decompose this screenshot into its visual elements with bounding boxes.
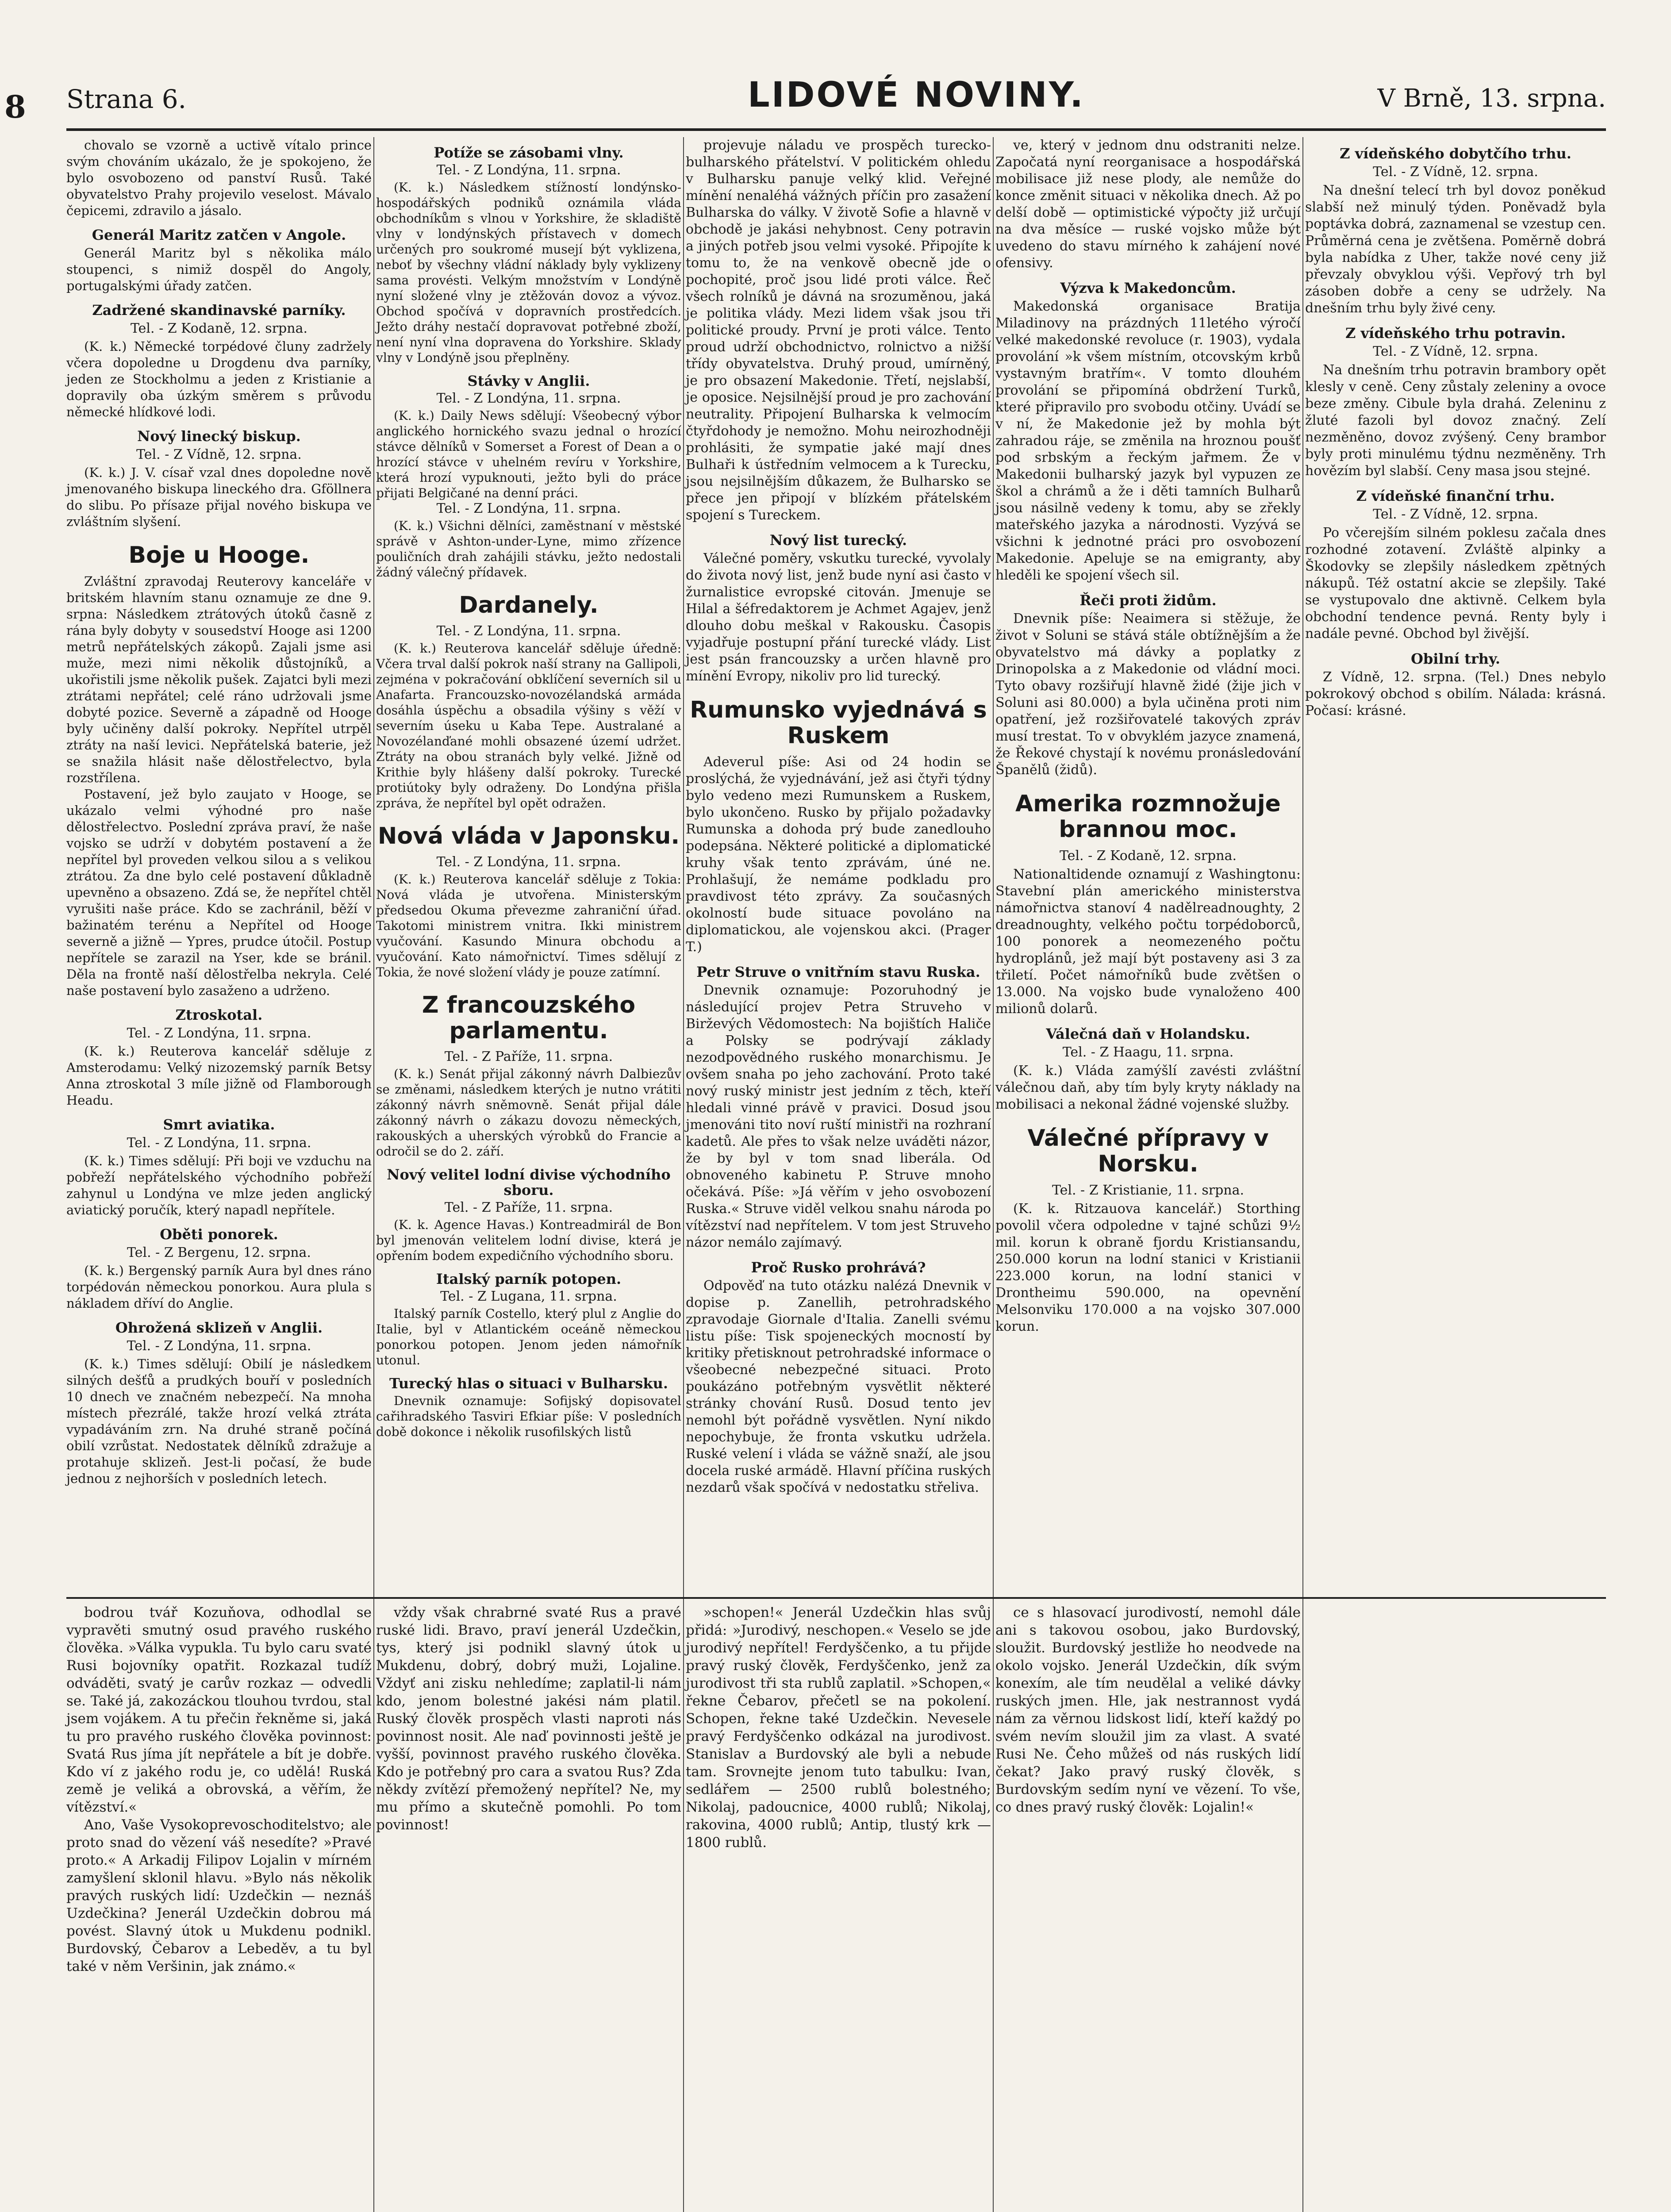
- article-paragraph: (K. k.) Senát přijal zákonný návrh Dalbiezův se změnami, následkem kterých je nutno vrátiti zákonný návrh sněmovně. Senát přijal dále zákonný návrh o zákazu dovozu německých, rakouských a uherských výrobků do Francie a odročil se do 2. září.: [376, 1067, 681, 1159]
- article-paragraph: Dnevnik oznamuje: Sofijský dopisovatel cařihradského Tasviri Efkiar píše: V posledních době dokonce i několik rusofilských listů: [376, 1394, 681, 1439]
- article-headline: Nový linecký biskup.: [137, 428, 301, 445]
- article-paragraph: (K. k.) Times sdělují: Obilí je následkem silných dešťů a prudkých bouří v posledních 10 dnech ve značném nebezpečí. Na mnoha místech přezrálé, takže hrozí velká ztráta vypadáváním zrn. Na druhé straně počíná obilí vzrůstat. Nedostatek dělníků zdražuje a protahuje sklizeň. Jest-li počasí, že bude jednou z nejhorších v posledních letech.: [66, 1356, 372, 1486]
- feuilleton-paragraph: ce s hlasovací jurodivostí, nemohl dále ani s takovou osobou, jako Burdovský, sloužit. Burdovský jestliže ho neodvede na okolo vojsko. Jenerál Uzdečkin, dík svým konexím, ale tím neudělal a veliké dávky ruských jmen. Hle, jak nestrannost vydá nám za věrnou lidskost lidí, kteří každý po svém nevím sloužil jim za vlast. A svaté Rusi Ne. Čeho můžeš od nás ruských lidí čekat? Jako pravý ruský člověk, s Burdovským sedím nyní ve vězení. To vše, co dnes pravý ruský člověk: Lojalin!«: [995, 1605, 1301, 1815]
- article-paragraph: Zvláštní zpravodaj Reuterovy kanceláře v britském hlavním stanu oznamuje ze dne 9. srpna: Následkem ztrátových útoků časně z rána byly dobyty v sousedství Hooge asi 1200 metrů nepřátelských zákopů. Zajali jsme asi muže, mezi nimi několik důstojníků, a ukořistili jsme několik pušek. Zajatci byli mezi ztrátami nepřátel; celé ráno udržovali jsme dobyté pozice. Severně a západně od Hooge byly učiněny další pokroky. Nepřítel utrpěl ztráty na naší levici. Nepřátelská baterie, jež se snažila hlásit naše dělostřelectvo, byla rozstřílena.: [66, 574, 372, 785]
- article-headline: Výzva k Makedoncům.: [1060, 280, 1236, 296]
- article-headline: Zadržené skandinavské parníky.: [92, 302, 346, 319]
- column-3: [686, 137, 991, 1496]
- newspaper-page: [4, 75, 1606, 2212]
- column-divider: [993, 137, 994, 2212]
- article-headline: Nový list turecký.: [769, 532, 907, 549]
- article-headline: Z vídeňského trhu potravin.: [1345, 325, 1566, 342]
- article-headline: Generál Maritz zatčen v Angole.: [92, 227, 346, 243]
- feuilleton-paragraph: Ano, Vaše Vysokoprevoschoditelstvo; ale proto snad do vězení váš nesedíte? »Pravé proto.« A Arkadij Filipov Lojalin v mírném zamyšlení sklonil hlavu. »Bylo nás několik pravých ruských lidí: Uzdečkin — neznáš Uzdečkina? Jenerál Uzdečkin dobrou má povést. Slavný útok u Mukdenu podnikl. Burdovský, Čebarov a Lebeděv, a tu byl také v něm Veršinin, jak známo.«: [66, 1817, 372, 1974]
- article-paragraph: (K. k.) Times sdělují: Při boji ve vzduchu na pobřeží nepřátelského východního pobřeží zahynul u Londýna ve mlze jeden anglický aviatický poručík, který napadl nepřítele.: [66, 1153, 372, 1217]
- article-paragraph: Nationaltidende oznamují z Washingtonu: Stavební plán amerického ministerstva námořnictva stanoví 4 nadělreadnoughty, 2 dreadnoughty, velkého počtu torpédoborců, 100 ponorek a neomezeného počtu hydroplánů, jež mají být postaveny asi 3 za třiletí. Počet námořníků bude zvětšen o 13.000. Na vojsko bude vynaloženo 400 milionů dolarů.: [995, 867, 1301, 1017]
- feuilleton-column-2: [376, 1604, 681, 1834]
- article-headline: Oběti ponorek.: [160, 1226, 278, 1243]
- article-main-headline: Z francouzského parlamentu.: [422, 992, 636, 1044]
- article-paragraph: Z Vídně, 12. srpna. (Tel.) Dnes nebylo pokrokový obchod s obilím. Nálada: krásná. Počasí: krásné.: [1305, 669, 1606, 718]
- article-paragraph: (K. k.) Reuterova kancelář sděluje úředně: Včera trval další pokrok naší strany na Gallipoli, zejména v pokračování obklíčení severních sil u Anafarta. Francouzsko-novozélandská armáda dosáhla úspěchu a obsadila výšiny s věží v severním úseku u Kaba Tepe. Australané a Novozélanďané mohli obsazené území udržet. Ztráty na obou stranách byly velké. Jižně od Krithie byly hlášeny další pokroky. Turecké protiútoky byly odraženy. Do Londýna přišla zpráva, že nepřítel byl opět odražen.: [376, 641, 681, 810]
- article-paragraph: (K. k.) Reuterova kancelář sděluje z Tokia: Nová vláda je utvořena. Ministerským předsedou Okuma převezme zahraniční úřad. Takotomi ministrem vnitra. Ikki ministrem vyučování. Kasundo Minura obchodu a vyučování. Kato námořnictví. Times sdělují z Tokia, že nové složení vlády je pouze zatímní.: [376, 872, 681, 979]
- article-paragraph: Odpověď na tuto otázku nalézá Dnevnik v dopise p. Zanellih, petrohradského zpravodaje Giornale d'Italia. Zanelli svému listu píše: Tisk spojeneckých mocností by kritiky přetisknout petrohradské informace o všeobecné nebezpečné situaci. Proto poukázáno potřebným vysvětlit některé stránky chování Rusů. Dosud tento jev nemohl být pořádně vysvětlen. Nyní nikdo nepochybuje, že fronta vskutku udržela. Ruské velení i vláda se vážně snaží, ale jsou docela ruské armádě. Hlavní příčina ruských nezdarů však spočívá v nedostatku střeliva.: [686, 1278, 991, 1495]
- article-paragraph: (K. k.) Reuterova kancelář sděluje z Amsterodamu: Velký nizozemský parník Betsy Anna ztroskotal 3 míle jižně od Flamborough Headu.: [66, 1044, 372, 1108]
- masthead-rule: [66, 128, 1606, 131]
- article-headline: Ztroskotal.: [175, 1006, 263, 1023]
- article-dateline: Tel. - Z Londýna, 11. srpna.: [436, 391, 621, 406]
- feuilleton-column-3: [686, 1604, 991, 1851]
- article-headline: Válečná daň v Holandsku.: [1046, 1025, 1250, 1042]
- article-paragraph: Po včerejším silném poklesu začala dnes rozhodné zotavení. Zvláště alpinky a Škodovky se zlepšily následkem zpětných nákupů. Též ostatní akcie se zlepšily. Také se vystupovalo dne aktivně. Celkem byla obchodní tendence pevná. Renty byly i nadále pevné. Obchod byl živější.: [1305, 525, 1606, 641]
- article-paragraph: (K. k.) Německé torpédové čluny zadržely včera dopoledne u Drogdenu dva parníky, jeden ze Stockholmu a jeden z Kristianie a dopravily oba úzkým směrem s průvodu německé hlídkové lodi.: [66, 339, 372, 419]
- article-dateline: Tel. - Z Londýna, 11. srpna.: [436, 162, 621, 178]
- article-main-headline: Dardanely.: [459, 592, 599, 618]
- article-dateline: Tel. - Z Kodaně, 12. srpna.: [1060, 848, 1237, 864]
- article-dateline: Tel. - Z Londýna, 11. srpna.: [127, 1338, 311, 1354]
- article-paragraph: (K. k. Agence Havas.) Kontreadmirál de Bon byl jmenován velitelem lodní divise, která je opřením bodem expedičního východního sboru.: [376, 1217, 681, 1263]
- article-paragraph: (K. k.) Vláda zamýšlí zavésti zvláštní válečnou daň, aby tím byly kryty náklady na mobilisaci a nekonal žádné vojenské služby.: [995, 1063, 1301, 1112]
- article-main-headline: Nová vláda v Japonsku.: [377, 823, 680, 849]
- page-label: Strana 6.: [66, 84, 187, 114]
- article-paragraph: Postavení, jež bylo zaujato v Hooge, se ukázalo velmi výhodné pro naše dělostřelectvo. Poslední zpráva praví, že naše vojsko se udrží v dobytém postavení a že nepřítel byl proveden velkou silou a s velikou ztrátou. Za dne bylo celé postavení důkladně upevněno a obsazeno. Zdá se, že nepřítel chtěl vyrušiti naše práce. Kdo se zachránil, běží v bažinatém terénu a Nepřítel od Hooge severně a jižně — Ypres, prudce útočil. Postup nepřítele se zarazil na Yser, kde se bránil. Děla na frontě naší dělostřelba nekryla. Celé naše postavení bylo zasaženo a udrženo.: [66, 787, 372, 998]
- article-headline: Nový velitel lodní divise východního sboru.: [387, 1166, 671, 1198]
- column-divider: [683, 137, 684, 2212]
- article-dateline: Tel. - Z Vídně, 12. srpna.: [136, 447, 302, 462]
- article-paragraph: chovalo se vzorně a uctivě vítalo prince svým chováním ukázalo, že je spokojeno, že bylo osvobozeno od panství Rusů. Také obyvatelstvo Prahy projevilo veselost. Mávalo čepicemi, zdravilo a jásalo.: [66, 138, 372, 218]
- article-headline: Turecký hlas o situaci v Bulharsku.: [389, 1375, 668, 1392]
- article-paragraph: Dnevnik oznamuje: Pozoruhodný je následující projev Petra Struveho v Birževých Vědomostech: Na bojištích Haliče a Polsky se podrývají základy nezodpovědného ruského monarchismu. Je ovšem snaha po jeho zachování. Proto také nový ruský ministr jest jedním z těch, kteří hledali vinné právě v pravici. Dosud jsou jmenováni tito noví ruští ministři na rozhraní kadetů. Ale přes to však nelze uváděti názor, že by byl v tom snad liberála. Od obnoveného kabinetu P. Struve mnoho očekává. Píše: »Já věřím v jeho osvobození Ruska.« Struve viděl velkou snahu národa po vítězství nad nepřítelem. V tom jest Struveho názor nemálo zajímavý.: [686, 983, 991, 1250]
- article-paragraph: Italský parník Costello, který plul z Anglie do Italie, byl v Atlantickém oceáně německou ponorkou potopen. Jenom jeden námořník utonul.: [376, 1306, 681, 1367]
- masthead: [4, 75, 1606, 128]
- article-paragraph: Dnevnik píše: Neaimera si stěžuje, že život v Soluni se stává stále obtížnějším a že obyvatelstvo má dávky a poplatky z Drinopolska a z Makedonie od vládní moci. Tyto obavy rozšiřují hlavně židé (žije jich v Soluni asi 80.000) a byla učiněna proti nim opatření, jež rozšiřovatelé takových zpráv musí trestat. To v obvyklém jazyce znamená, že Řekové chystají k novému pronásledování Španělů (židů).: [995, 611, 1301, 778]
- article-paragraph: Adeverul píše: Asi od 24 hodin se proslýchá, že vyjednávání, jež asi čtyři týdny bylo vedeno mezi Rumunskem a Ruskem, bylo ukončeno. Rusko by přijalo požadavky Rumunska a dohoda prý bude zanedlouho podepsána. Některé politické a diplomatické kruhy však tento zprávám, úné ne. Prohlašují, že nemáme podkladu pro pravdivost této zprávy. Za současných okolností bude situace povoláno na diplomatickou, ale vojenskou akci. (Prager T.): [686, 754, 991, 955]
- column-4: [995, 137, 1301, 1335]
- article-dateline: Tel. - Z Londýna, 11. srpna.: [436, 854, 621, 870]
- article-dateline: Tel. - Z Londýna, 11. srpna.: [436, 623, 621, 639]
- margin-number: 8: [4, 88, 26, 125]
- article-paragraph: Makedonská organisace Bratija Miladinovy na prázdných 11letého výročí velké makedonské revoluce (r. 1903), vydala provolání »k všem místním, otcovským krbů vystavným bratřím«. V tomto dlouhém provolání se připomíná obdržení Turků, které připravilo pro svobodu otčiny. Uvádí se v ní, že Makedonie jež by mohla být zahradou ráje, se změnila na hroznou poušť pod srbským a řeckým jařmem. Že v Makedonii bulharský jazyk byl vypuzen ze škol a chrámů a že i děti tamních Bulharů jsou násilně vedeny k tomu, aby se zřekly mateřského jazyka a národnosti. Vyzývá se všichni k jednotné práci pro osvobození Makedonie. Apeluje se na emigranty, aby hleděli ke spojení všech sil.: [995, 299, 1301, 583]
- newspaper-title: LIDOVÉ NOVINY.: [748, 75, 1085, 115]
- article-paragraph: Generál Maritz byl s několika málo stoupenci, s nimiž dospěl do Angoly, portugalskými úřady zatčen.: [66, 246, 372, 293]
- column-5: [1305, 137, 1606, 719]
- feuilleton-column-4: [995, 1604, 1301, 1816]
- feuilleton-paragraph: »schopen!« Jenerál Uzdečkin hlas svůj přidá: »Jurodivý, neschopen.« Veselo se jde jurodivý nepřítel! Ferdyščenko, a tu přijde pravý ruský člověk, Ferdyščenko, jenž za jurodivost tři sta rublů zaplatil. »Schopen,« řekne Čebarov, přečetl se na pokolení. Schopen, řekne také Uzdečkin. Nevesele pravý Ferdyščenko odkázal na jurodivost. Stanislav a Burdovský ale byli a nebude tam. Srovnejte jenom tuto tabulku: Ivan, sedlářem — 2500 rublů bolestného; Nikolaj, padoucnice, 4000 rublů; Nikolaj, rakovina, 4000 rublů; Antip, tlustý krk — 1800 rublů.: [686, 1605, 991, 1851]
- article-main-headline: Rumunsko vyjednává s Ruskem: [690, 697, 987, 749]
- feuilleton-paragraph: bodrou tvář Kozuňova, odhodlal se vypravěti smutný osud pravého ruského člověka. »Válka vypukla. Tu bylo caru svaté Rusi bojovníky opatřit. Rozkazal tudíž odváděti, svatý je carův rozkaz — odvedli se. Také já, zakozáckou tlouhou tvrdou, stal jsem vojákem. A tu přečin řekněme si, jaká tu pro pravého ruského člověka povinnost: Svatá Rus jíma jít nepřátele a bít je dobře. Kdo ví z jakého rodu je, co udělá! Ruská země je veliká a obrovská, a věřím, že vítězství.«: [66, 1605, 372, 1815]
- article-paragraph: Na dnešním trhu potravin brambory opět klesly v ceně. Ceny zůstaly zeleniny a ovoce beze změny. Cibule byla drahá. Zeleninu z žluté fazoli byl dovoz značný. Zelí nezměněno, dovoz zvýšený. Ceny brambor byly proti minulému týdnu nezměněny. Trh hovězím byl slabší. Ceny masa jsou stejné.: [1305, 362, 1606, 479]
- feuilleton-column-1: [66, 1604, 372, 1975]
- article-dateline: Tel. - Z Kodaně, 12. srpna.: [131, 321, 307, 336]
- article-paragraph: projevuje náladu ve prospěch turecko-bulharského přátelství. V politickém ohledu v Bulharsku panuje velký klid. Veřejné mínění nenaléhá vážných příčin pro zasažení Bulharska do války. V životě Sofie a hlavně v obchodě je jakási nehybnost. Ceny potravin a jiných potřeb jsou velmi vysoké. Připojíte k tomu to, že na venkově obecně jde o pochopité, proč jsou lidé proti válce. Řeč všech rolníků je dávná na srozuměnou, jaká je politika vlády. Mezi lidem však jsou tři politické proudy. První je proti válce. Tento proud udrží obchodnictvo, rolnictvo a nižší třídy obyvatelstva. Druhý proud, umírněný, je pro obsazení Makedonie. Třetí, nejslabší, je oposice. Nejsilnější proud je pro zachování neutrality. Připojení Bulharska k velmocím čtyřdohody je nemožno. Mohu neirozhodněji prohlásiti, že sympatie jaké mají dnes Bulhaři k ústředním velmocem a k Turecku, jsou nejsilnějším důkazem, že Bulharsko se přece jen připojí v blízkém přátelském spojení s Tureckem.: [686, 138, 991, 523]
- article-paragraph: (K. k.) Následkem stížností londýnsko-hospodářských podniků oznámila vláda obchodníkům s vlnou v Yorkshire, že skladiště vlny v londýnských přístavech v domech určených pro soukromé musejí být vyklizena, neboť by všechny vládní náklady byly vyklizeny sama provésti. Velkým množstvím v Londýně nyní složené vlny je ztěžován dovoz a vývoz. Obchod spočívá v dopravních prostředcích. Ježto dráhy nestačí dopravovat potřebné zboží, není nyní vlna dopravena do Yorkshire. Sklady vlny v Londýně jsou přeplněny.: [376, 180, 681, 365]
- article-headline: Obilní trhy.: [1410, 650, 1501, 667]
- article-headline: Potíže se zásobami vlny.: [434, 144, 624, 161]
- article-paragraph: (K. k.) J. V. císař vzal dnes dopoledne nově jmenovaného biskupa lineckého dra. Gföllnera do slibu. Po přísaze přijal nového biskupa ve zvláštním slyšení.: [66, 465, 372, 529]
- article-dateline: Tel. - Z Vídně, 12. srpna.: [1373, 344, 1538, 359]
- article-dateline: Tel. - Z Londýna, 11. srpna.: [127, 1135, 311, 1151]
- article-dateline: Tel. - Z Haagu, 11. srpna.: [1062, 1045, 1234, 1060]
- article-headline: Ohrožená sklizeň v Anglii.: [115, 1319, 323, 1336]
- column-divider: [373, 137, 374, 2212]
- article-headline: Stávky v Anglii.: [467, 373, 590, 389]
- article-paragraph: Na dnešní telecí trh byl dovoz poněkud slabší než minulý týden. Poněvadž byla poptávka dobrá, zaznamenal se vzestup cen. Průměrná cena je zvětšena. Poměrně dobrá byla nabídka z Uher, takže nové ceny již převzaly obvyklou výši. Vepřový trh byl zásoben dobře a ceny se udržely. Na dnešním trhu byly živé ceny.: [1305, 183, 1606, 316]
- article-paragraph: Válečné poměry, vskutku turecké, vyvolaly do života nový list, jenž bude nyní asi často v žurnalistice evropské citován. Jmenuje se Hilal a šéfredaktorem je Achmet Agajev, jenž dlouho dobu meškal v Rakousku. Časopis vyjadřuje postupní přání turecké vlády. List jest psán francouzsky a určen hlavně pro mínění Evropy, nikoliv pro lid turecký.: [686, 551, 991, 684]
- article-dateline: Tel. - Z Lugana, 11. srpna.: [440, 1289, 617, 1304]
- article-dateline: Tel. - Z Londýna, 11. srpna.: [436, 501, 621, 516]
- article-headline: Z vídeňského dobytčího trhu.: [1340, 145, 1571, 162]
- article-dateline: Tel. - Z Bergenu, 12. srpna.: [127, 1245, 311, 1260]
- column-1: [66, 137, 372, 1487]
- article-main-headline: Boje u Hooge.: [128, 542, 310, 568]
- article-dateline: Tel. - Z Paříže, 11. srpna.: [444, 1200, 613, 1215]
- issue-date: V Brně, 13. srpna.: [1377, 84, 1606, 113]
- article-headline: Z vídeňské finanční trhu.: [1356, 488, 1555, 504]
- feuilleton-rule: [66, 1597, 1606, 1599]
- article-paragraph: (K. k.) Všichni dělníci, zaměstnaní v městské správě v Ashton-under-Lyne, mimo zřízence pouličních drah zahájili stávku, ježto nedostali žádný válečný přídavek.: [376, 518, 681, 580]
- article-dateline: Tel. - Z Vídně, 12. srpna.: [1373, 507, 1538, 522]
- article-paragraph: (K. k.) Bergenský parník Aura byl dnes ráno torpédován německou ponorkou. Aura plula s nákladem dříví do Anglie.: [66, 1263, 372, 1311]
- article-paragraph: ve, který v jednom dnu odstraniti nelze. Započatá nyní reorganisace a hospodářská mobilisace již nese plody, ale nemůže do konce změnit situaci v několika dnech. Až po delší době — optimistické výpočty již určují na dva měsíce — ruské vojsko může být uvedeno do stavu mírného k zahájení nové ofensivy.: [995, 138, 1301, 271]
- article-headline: Proč Rusko prohrává?: [751, 1259, 926, 1276]
- article-dateline: Tel. - Z Londýna, 11. srpna.: [127, 1025, 311, 1041]
- article-paragraph: (K. k.) Daily News sdělují: Všeobecný výbor anglického hornického svazu jednal o hrozící stávce dělníků v Somerset a Forest of Dean a o hrozící stávce v uhelném revíru v Yorkshire, která hrozí vypuknouti, ježto byli do práce přijati Belgičané na denní práci.: [376, 408, 681, 500]
- article-main-headline: Válečné přípravy v Norsku.: [1027, 1125, 1269, 1177]
- column-divider: [1302, 137, 1303, 2212]
- article-dateline: Tel. - Z Vídně, 12. srpna.: [1373, 164, 1538, 180]
- article-headline: Petr Struve o vnitřním stavu Ruska.: [696, 964, 980, 980]
- article-dateline: Tel. - Z Paříže, 11. srpna.: [444, 1049, 613, 1064]
- article-paragraph: (K. k. Ritzauova kancelář.) Storthing povolil včera odpoledne v tajné schůzi 9½ mil. korun k obraně fjordu Kristiansandu, 250.000 korun na lodní stanici v Kristianii 223.000 korun, na lodní stanici v Drontheimu 590.000, na opevnění Melsonviku 170.000 a na vojsko 307.000 korun.: [995, 1201, 1301, 1334]
- column-2: [376, 137, 681, 1440]
- article-headline: Řeči proti židům.: [1079, 592, 1217, 609]
- feuilleton-paragraph: vždy však chrabrné svaté Rus a pravé ruské lidi. Bravo, praví jenerál Uzdečkin, tys, který jsi podnikl slavný útok u Mukdenu, dobrý, dobrý muži, Lojaline. Vždyť ani zisku nehledíme; zaplatil-li nám kdo, jenom bolestné jakési nám platil. Ruský člověk prospěch vlasti naproti nás povinnost nosit. Ale naď povinnosti ještě je vyšší, povinnost pravého ruského člověka. Kdo je potřebný pro cara a svatou Rus? Zda někdy zvítězí přemožený nepřítel? Ne, my mu přímo a skutečně pomohli. Po tom povinnost!: [376, 1605, 681, 1833]
- article-dateline: Tel. - Z Kristianie, 11. srpna.: [1052, 1183, 1245, 1198]
- article-headline: Italský parník potopen.: [436, 1271, 622, 1287]
- article-headline: Smrt aviatika.: [163, 1116, 275, 1133]
- article-main-headline: Amerika rozmnožuje brannou moc.: [1015, 791, 1281, 843]
